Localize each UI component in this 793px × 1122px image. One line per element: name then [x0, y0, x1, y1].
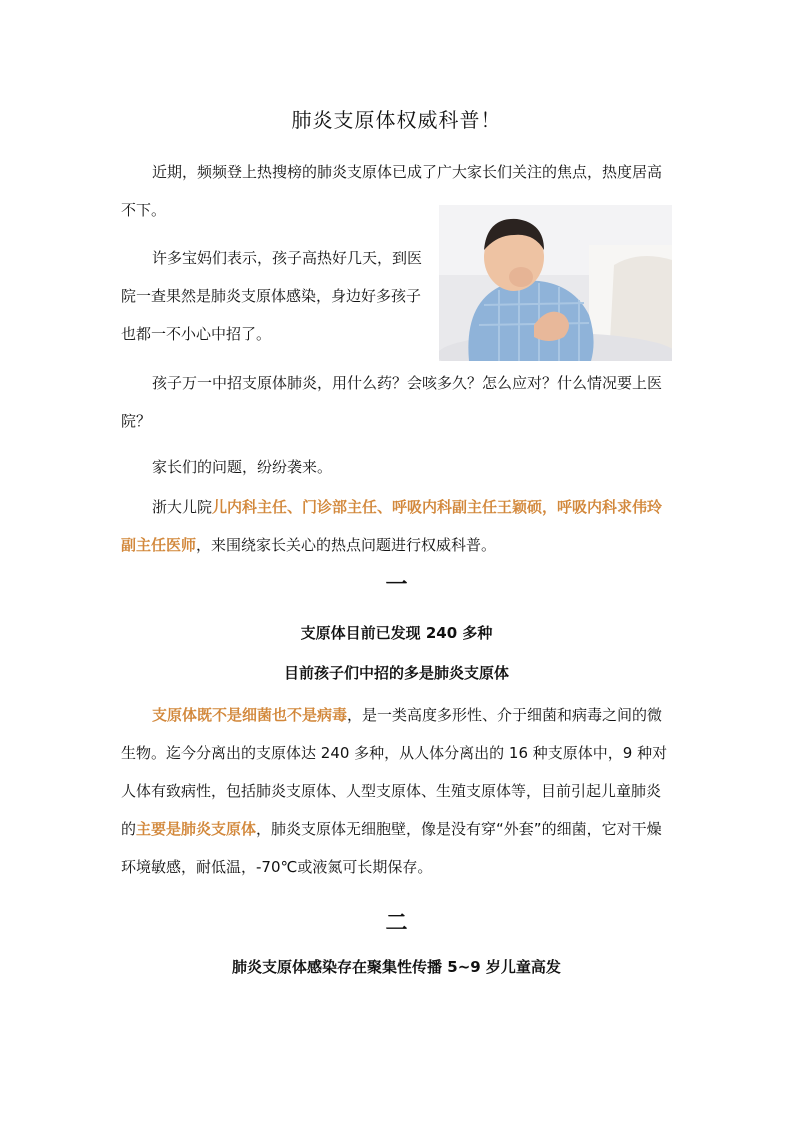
section-1-heading-2: 目前孩子们中招的多是肺炎支原体	[283, 664, 509, 682]
section-2-heading: 肺炎支原体感染存在聚集性传播 5~9 岁儿童高发	[232, 958, 561, 976]
child-coughing-photo	[439, 205, 672, 361]
intro-paragraph-2: 许多宝妈们表示，孩子高热好几天，到医院一查果然是肺炎支原体感染，身边好多孩子也都一不小心中招了。	[121, 249, 423, 343]
p5-prefix: 浙大儿院	[152, 498, 213, 516]
intro-paragraph-1: 近期，频频登上热搜榜的肺炎支原体已成了广大家长们关注的焦点，热度居高不下。	[121, 163, 663, 219]
page-title: 肺炎支原体权威科普！	[291, 108, 502, 132]
section-2-number: 二	[385, 911, 408, 936]
section-1-text-middle: ，是一类高度多形性、介于细菌和病毒之间的微生物。迄今分离出的支原体达 240 多种，从人体分离出的 16 种支原体中，9 种对人体有致病性，包括肺炎支原体、人型支原体、生殖支原体等，目前引起儿童肺炎的	[121, 706, 668, 838]
intro-paragraph-5	[121, 488, 673, 564]
p5-suffix: ，来围绕家长关心的热点问题进行权威科普。	[196, 536, 497, 554]
intro-paragraph-4: 家长们的问题，纷纷袭来。	[152, 458, 333, 476]
section-1-text-end: ，肺炎支原体无细胞壁，像是没有穿“外套”的细菌，它对干燥环境敏感，耐低温，-70℃或液氮可长期保存。	[121, 820, 662, 876]
mainly-mycoplasma-highlight: 主要是肺炎支原体	[136, 820, 257, 838]
section-1-heading-1: 支原体目前已发现 240 多种	[300, 624, 493, 642]
section-1-paragraph	[121, 696, 673, 886]
intro-paragraph-3: 孩子万一中招支原体肺炎，用什么药？会咳多久？怎么应对？什么情况要上医院？	[121, 374, 663, 430]
not-bacteria-not-virus-highlight: 支原体既不是细菌也不是病毒	[152, 706, 348, 724]
section-1-number: 一	[385, 573, 408, 598]
doctor-names-highlight: 儿内科主任、门诊部主任、呼吸内科副主任王颖硕，呼吸内科求伟玲副主任医师	[121, 498, 663, 554]
